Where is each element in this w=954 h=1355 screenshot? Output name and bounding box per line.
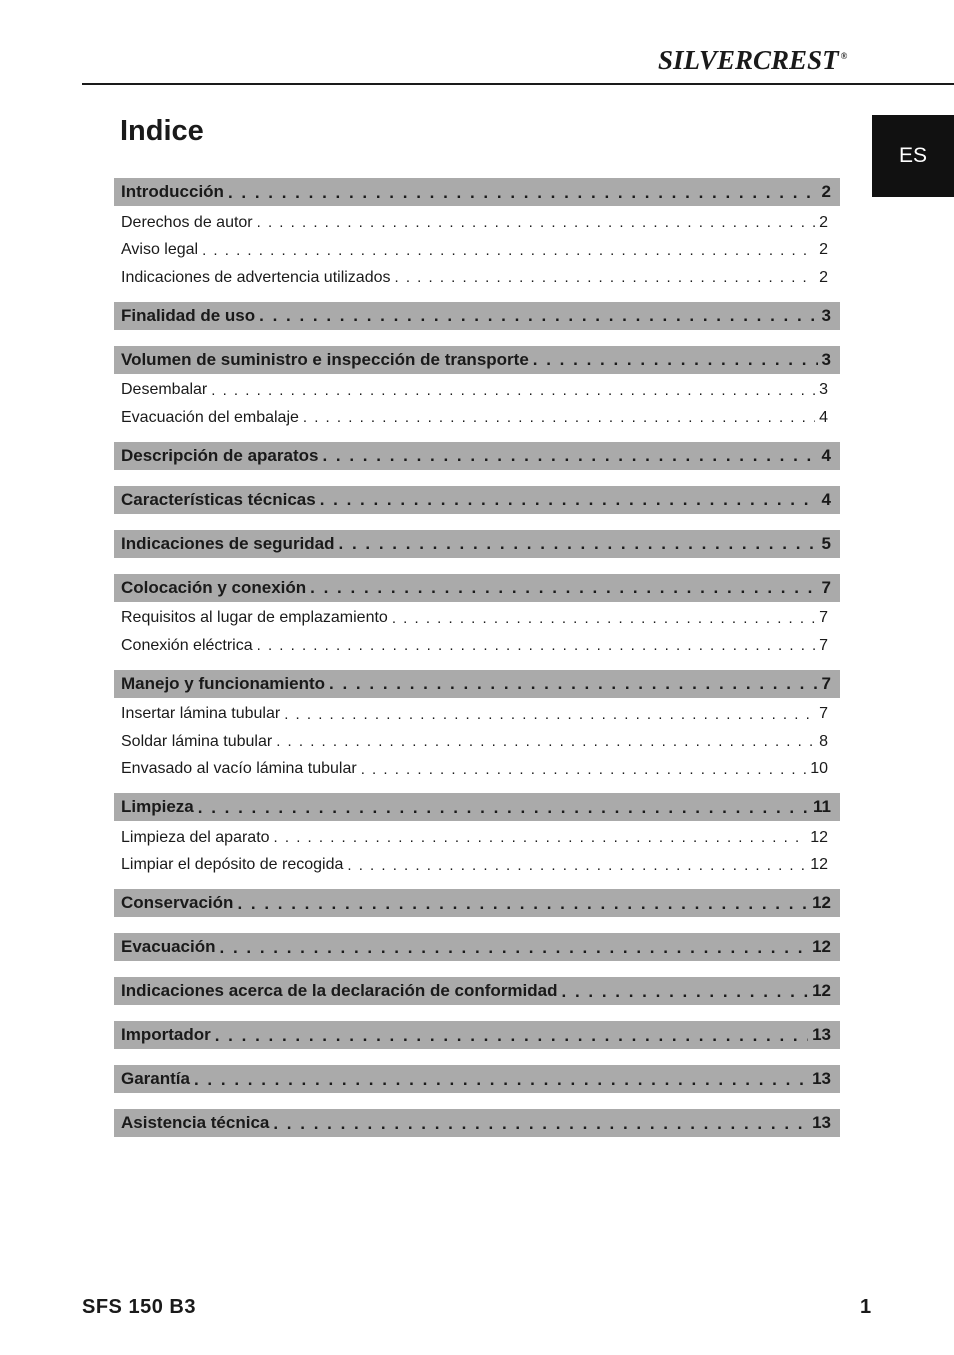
toc-section [114,977,840,1005]
section-gap [114,292,840,302]
toc-section-label: Indicaciones acerca de la declaración de conformidad [121,981,558,1000]
page-number: 1 [860,1296,872,1318]
toc-section [114,1109,840,1137]
section-gap [114,432,840,442]
toc-subentry-label: Limpiar el depósito de recogida [121,856,344,874]
dot-leader [310,579,817,596]
toc-section [114,793,840,879]
toc-subentry[interactable] [114,701,840,729]
toc-section [114,1065,840,1093]
toc-section-heading[interactable] [114,302,840,330]
toc-subentry-label: Derechos de autor [121,213,253,231]
dot-leader [339,535,818,552]
dot-leader [228,184,818,201]
table-of-contents [114,178,840,1153]
toc-subentry[interactable] [114,728,840,756]
toc-subentry[interactable] [114,756,840,784]
toc-subentry-page: 4 [819,408,828,426]
toc-section-heading[interactable] [114,486,840,514]
toc-section-label: Descripción de aparatos [121,445,319,465]
section-gap [114,660,840,670]
toc-section [114,670,840,784]
dot-leader [276,734,815,749]
toc-section [114,933,840,961]
toc-subentry-label: Requisitos al lugar de emplazamiento [121,609,388,627]
toc-section-page: 13 [812,1025,831,1044]
toc-section-page: 11 [813,797,831,816]
toc-section-page: 5 [821,533,831,553]
toc-section [114,1021,840,1049]
toc-subentry[interactable] [114,605,840,633]
brand-logo [658,40,847,76]
toc-section-heading[interactable] [114,442,840,470]
dot-leader [392,611,815,626]
toc-section-heading[interactable] [114,1065,840,1093]
toc-section-page: 12 [812,937,831,956]
toc-section-page: 12 [812,981,831,1000]
toc-subentry-label: Insertar lámina tubular [121,705,281,723]
toc-subentry[interactable] [114,237,840,265]
section-gap [114,961,840,977]
dot-leader [215,1027,808,1044]
section-gap [114,330,840,346]
toc-section-heading[interactable] [114,1109,840,1137]
toc-subentry-label: Envasado al vacío lámina tubular [121,760,357,778]
dot-leader [284,707,815,722]
toc-section-heading[interactable] [114,178,840,206]
registered-mark: ® [840,51,848,61]
toc-section-label: Manejo y funcionamiento [121,673,326,693]
toc-subentry-page: 12 [810,856,828,874]
toc-section [114,302,840,330]
section-gap [114,783,840,793]
toc-section-label: Evacuación [121,937,216,956]
language-tab: ES [872,115,954,197]
toc-section [114,486,840,514]
section-gap [114,1137,840,1153]
section-gap [114,917,840,933]
toc-subentry-label: Indicaciones de advertencia utilizados [121,268,391,286]
toc-section-label: Indicaciones de seguridad [121,533,335,553]
dot-leader [274,830,807,845]
toc-subentry-page: 2 [819,213,828,231]
toc-section-label: Finalidad de uso [121,305,256,325]
section-gap [114,558,840,574]
toc-section-heading[interactable] [114,346,840,374]
toc-subentry-page: 2 [819,268,828,286]
dot-leader [361,762,807,777]
toc-section [114,178,840,292]
toc-subentry[interactable] [114,209,840,237]
section-gap [114,1005,840,1021]
toc-section [114,889,840,917]
dot-leader [322,447,817,464]
dot-leader [198,799,809,816]
dot-leader [347,858,806,873]
dot-leader [562,983,809,1000]
toc-section-page: 13 [812,1069,831,1088]
toc-subentry-page: 3 [819,381,828,399]
toc-subentry-page: 12 [810,828,828,846]
dot-leader [303,410,815,425]
toc-section [114,346,840,432]
dot-leader [395,270,816,285]
toc-section-page: 13 [812,1113,831,1132]
dot-leader [202,243,815,258]
dot-leader [533,351,818,368]
toc-subentry-label: Aviso legal [121,241,199,259]
toc-section-heading[interactable] [114,1021,840,1049]
toc-section-heading[interactable] [114,530,840,558]
section-gap [114,470,840,486]
toc-subentry-label: Limpieza del aparato [121,828,270,846]
toc-section-page: 4 [821,445,831,465]
toc-section-label: Limpieza [121,797,194,816]
toc-section-heading[interactable] [114,670,840,698]
toc-section-label: Conservación [121,893,234,912]
toc-section-label: Asistencia técnica [121,1113,270,1132]
dot-leader [220,939,809,956]
toc-section-heading[interactable] [114,933,840,961]
toc-section-page: 7 [821,577,831,597]
toc-section-page: 4 [821,489,831,509]
toc-section-heading[interactable] [114,977,840,1005]
header-rule [82,83,954,85]
toc-section [114,442,840,470]
toc-subentry[interactable] [114,632,840,660]
model-number: SFS 150 B3 [82,1296,196,1318]
toc-subentry-label: Evacuación del embalaje [121,408,299,426]
page-title: Indice [120,115,204,147]
toc-subentry-label: Soldar lámina tubular [121,732,273,750]
toc-section-page: 3 [821,349,831,369]
toc-section [114,574,840,660]
toc-section-heading[interactable] [114,889,840,917]
toc-subentry-page: 7 [819,609,828,627]
toc-section-page: 7 [821,673,831,693]
toc-subentry-label: Conexión eléctrica [121,636,253,654]
toc-section-page: 12 [812,893,831,912]
toc-subentry-label: Desembalar [121,381,208,399]
toc-section-label: Introducción [121,182,224,201]
toc-section-label: Características técnicas [121,489,316,509]
section-gap [114,1049,840,1065]
dot-leader [211,383,815,398]
toc-subentry-page: 7 [819,705,828,723]
dot-leader [273,1115,808,1132]
section-gap [114,1093,840,1109]
toc-section-heading[interactable] [114,574,840,602]
toc-subentry[interactable] [114,404,840,432]
dot-leader [320,491,818,508]
section-gap [114,879,840,889]
dot-leader [237,895,808,912]
toc-section-label: Volumen de suministro e inspección de transporte [121,349,529,369]
dot-leader [329,675,818,692]
toc-section [114,530,840,558]
toc-subentry-page: 7 [819,636,828,654]
toc-section-label: Garantía [121,1069,190,1088]
dot-leader [257,638,815,653]
toc-section-heading[interactable] [114,793,840,821]
toc-section-label: Importador [121,1025,211,1044]
toc-subentry-page: 2 [819,241,828,259]
toc-subentry[interactable] [114,377,840,405]
toc-section-page: 2 [821,182,831,201]
toc-subentry[interactable] [114,824,840,852]
brand-name: SILVERCREST [658,45,839,75]
toc-subentry[interactable] [114,264,840,292]
toc-section-label: Colocación y conexión [121,577,307,597]
toc-subentry-page: 10 [810,760,828,778]
toc-subentry-page: 8 [819,732,828,750]
section-gap [114,514,840,530]
dot-leader [259,307,817,324]
toc-section-page: 3 [821,305,831,325]
dot-leader [257,215,815,230]
toc-subentry[interactable] [114,852,840,880]
dot-leader [194,1071,808,1088]
